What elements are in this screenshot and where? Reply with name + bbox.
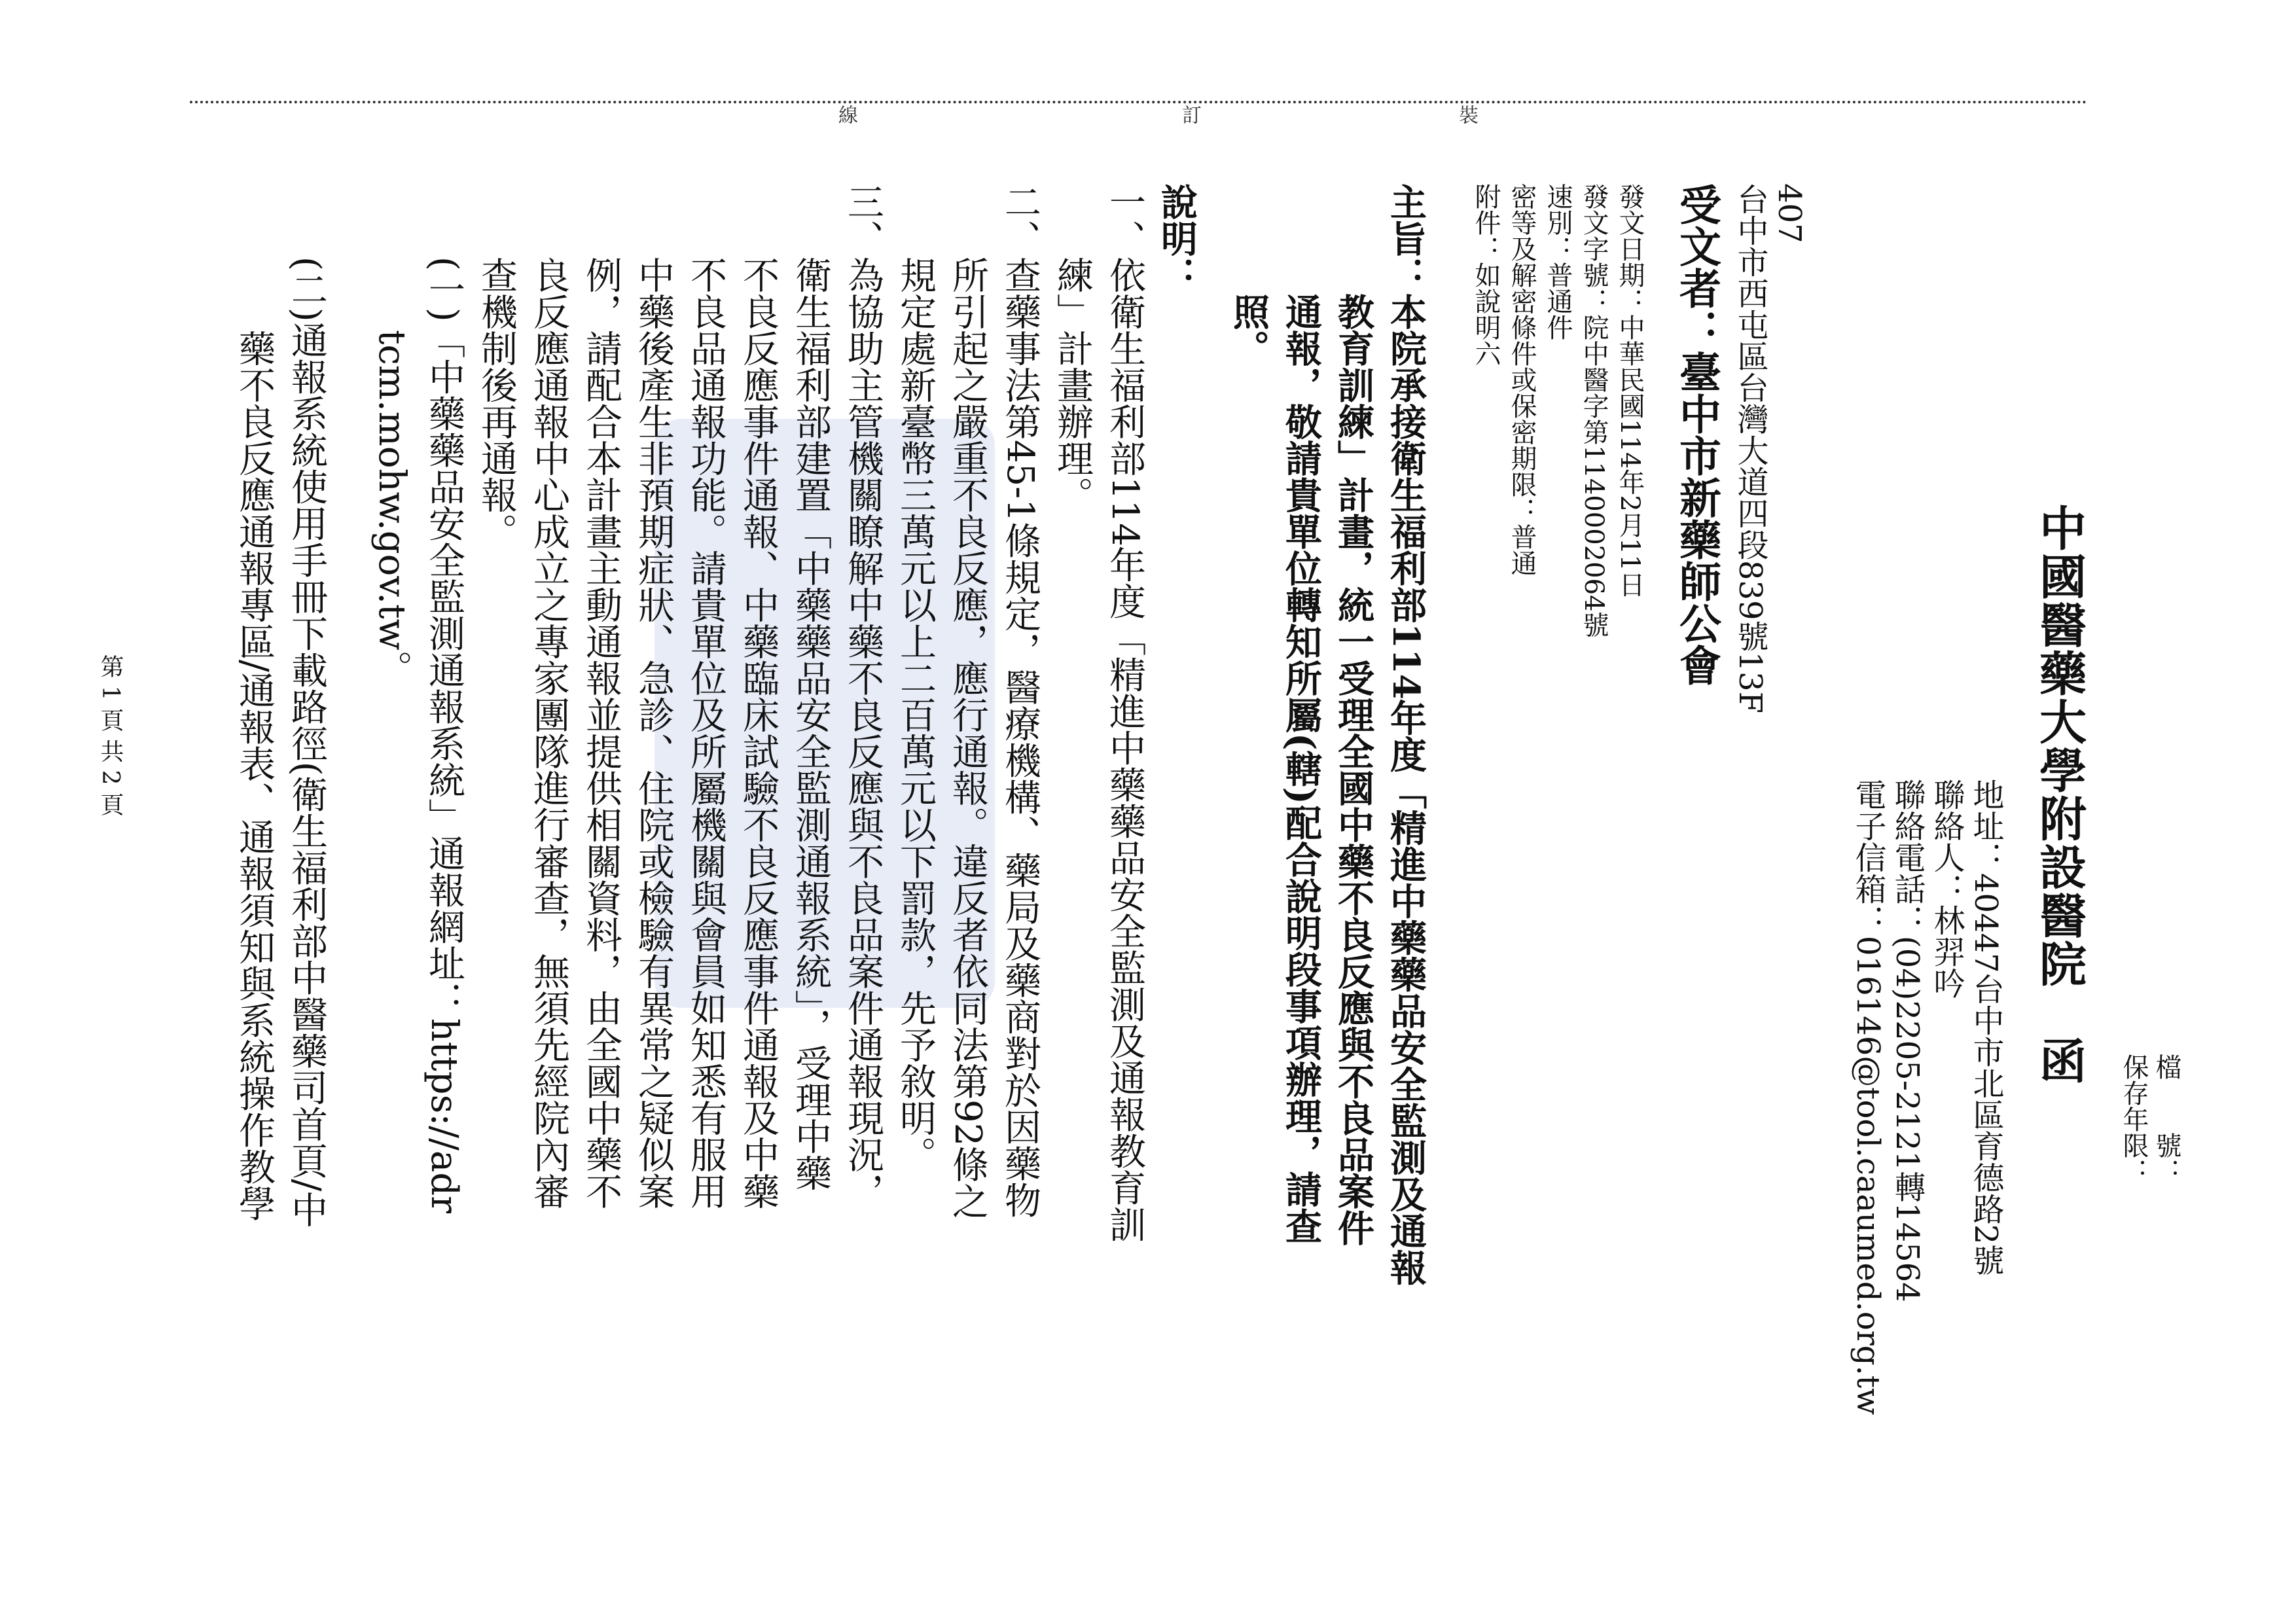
attachment-note: 附件：如說明六 xyxy=(1471,183,1501,366)
binding-label-ding: 訂 xyxy=(1178,105,1201,124)
explanation-item-3-line-8: 查機制後再通報。 xyxy=(475,183,518,550)
archive-retention: 保存年限： xyxy=(2119,1054,2149,1185)
explanation-item-2-line-2: 所引起之嚴重不良反應，應行通報。違反者依同法第92條之 xyxy=(946,183,989,1220)
page-number: 第 1 頁 共 2 頁 xyxy=(97,654,124,817)
explanation-item-3-line-2: 衛生福利部建置「中藥藥品安全監測通報系統」，受理中藥 xyxy=(789,183,832,1191)
explanation-item-3-line-7: 良反應通報中心成立之專家團隊進行審查，無須先經院內審 xyxy=(528,183,570,1209)
document-number: 發文字號：院中醫字第1140002064號 xyxy=(1579,183,1609,638)
explanation-item-1-line-2: 練」計畫辦理。 xyxy=(1051,183,1094,513)
binding-label-zhuang: 裝 xyxy=(1455,105,1478,124)
explanation-sub-2-line-2: 藥不良反應通報專區/通報表、通報須知與系統操作教學 xyxy=(233,183,276,1222)
explanation-item-3-line-1: 三、為協助主管機關瞭解中藥不良反應與不良品案件通報現況， xyxy=(842,183,884,1209)
sender-email: 電子信箱：016146@tool.caaumed.org.tw xyxy=(1850,779,1886,1416)
subject-line-3: 通報，敬請貴單位轉知所屬(轄)配合說明段事項辦理，請查 xyxy=(1280,183,1323,1244)
explanation-item-3-line-4: 不良品通報功能。請貴單位及所屬機關與會員如知悉有服用 xyxy=(685,183,727,1209)
secrecy-level: 密等及解密條件或保密期限：普通 xyxy=(1507,183,1537,576)
binding-line xyxy=(190,101,2088,103)
recipient-address: 台中市西屯區台灣大道四段839號13F xyxy=(1732,183,1768,713)
explanation-item-3-line-3: 不良反應事件通報、中藥臨床試驗不良反應事件通報及中藥 xyxy=(737,183,780,1209)
explanation-item-1-line-1: 一、依衛生福利部114年度「精進中藥藥品安全監測及通報教育訓 xyxy=(1103,183,1146,1243)
issue-date: 發文日期：中華民國114年2月11日 xyxy=(1615,183,1645,597)
archive-file-no: 檔 號： xyxy=(2151,1054,2181,1185)
explanation-sub-2-line-1: (二)通報系統使用手冊下載路徑(衛生福利部中醫藥司首頁/中 xyxy=(285,183,328,1228)
explanation-item-2-line-3: 規定處新臺幣三萬元以上二百萬元以下罰款，先予敘明。 xyxy=(894,183,937,1173)
explanation-item-2-line-1: 二、查藥事法第45-1條規定，醫療機構、藥局及藥商對於因藥物 xyxy=(999,183,1041,1219)
explanation-sub-1-line-1: (一)「中藥藥品安全監測通報系統」通報網址：https://adr xyxy=(423,183,465,1213)
recipient-name: 受文者：臺中市新藥師公會 xyxy=(1672,183,1721,686)
subject-line-2: 教育訓練」計畫，統一受理全國中藥不良反應與不良品案件 xyxy=(1332,183,1375,1246)
letter-title: 中國醫藥大學附設醫院 函 xyxy=(2032,504,2087,1085)
subject-line-4: 照。 xyxy=(1227,183,1270,366)
binding-label-xian: 線 xyxy=(834,105,857,124)
explanation-sub-1-line-2: tcm.mohw.gov.tw。 xyxy=(370,183,413,687)
subject-line-1: 主旨：本院承接衛生福利部114年度「精進中藥藥品安全監測及通報 xyxy=(1384,183,1427,1286)
explanation-item-3-line-5: 中藥後產生非預期症狀、急診、住院或檢驗有異常之疑似案 xyxy=(632,183,675,1209)
recipient-postcode: 407 xyxy=(1771,183,1808,243)
explanation-item-3-line-6: 例，請配合本計畫主動通報並提供相關資料，由全國中藥不 xyxy=(580,183,622,1209)
sender-phone: 聯絡電話：(04)2205-2121轉14564 xyxy=(1889,779,1926,1302)
sender-address: 地址：40447台中市北區育德路2號 xyxy=(1967,779,2004,1276)
sender-contact: 聯絡人：林羿吟 xyxy=(1928,779,1965,999)
explanation-heading: 說明： xyxy=(1155,183,1198,293)
delivery-speed: 速別：普通件 xyxy=(1543,183,1573,340)
